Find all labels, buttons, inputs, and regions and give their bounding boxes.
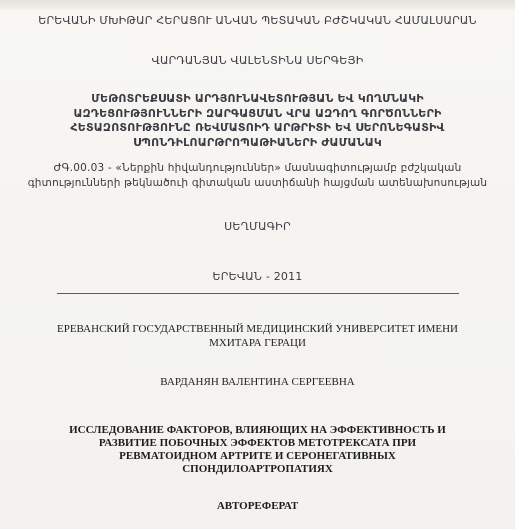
scan-edge: [0, 0, 515, 10]
title-line: СПОНДИЛОАРТРОПАТИЯХ: [182, 463, 333, 475]
armenian-author-name: ՎԱՐԴԱՆՅԱՆ ՎԱԼԵՆՏԻՆԱ ՍԵՐԳԵՅԻ: [151, 54, 364, 67]
armenian-university-name: ԵՐԵՎԱՆԻ ՄԽԻԹԱՐ ՀԵՐԱՑՈՒ ԱՆՎԱՆ ՊԵՏԱԿԱՆ ԲԺՇԿԱԿԱՆ ՀԱՄԱԼՍԱՐԱՆ: [38, 14, 477, 27]
specialty-line: ԺԳ.00.03 - «Ներքին հիվանդություններ» մասնագիտությամբ բժշկական: [53, 162, 462, 174]
title-line: ՀԵՏԱԶՈՏՈՒԹՅՈՒՆԸ ՌԵՎՄԱՏՈԻԴ ԱՐԹՐԻՏԻ ԵՎ ՍԵՐՈՆԵԳԱՏԻՎ: [70, 121, 445, 134]
specialty-line: գիտությունների թեկնածուի գիտական աստիճանի հայցման ատենախոսության: [27, 177, 488, 189]
russian-university-name: [0, 322, 515, 350]
section-divider: [57, 293, 459, 294]
title-line: РЕВМАТОИДНОМ АРТРИТЕ И СЕРОНЕГАТИВНЫХ: [119, 450, 396, 462]
armenian-specialty-statement: [0, 161, 515, 191]
armenian-place-year: ԵՐԵՎԱՆ - 2011: [212, 270, 303, 283]
university-line: МХИТАРА ГЕРАЦИ: [209, 337, 306, 349]
title-line: ԱԶԴԵՑՈՒԹՅՈՒՆՆԵՐԻ ԶԱՐԳԱՑՄԱՆ ՎՐԱ ԱԶԴՈՂ ԳՈՐԾՈՆՆԵՐԻ: [73, 106, 442, 120]
title-line: ՍՊՈՆԴԻԼՈԱՐԹՐՈՊԱԹԻԱՆԵՐԻ ԺԱՄԱՆԱԿ: [133, 135, 382, 149]
title-line: РАЗВИТИЕ ПОБОЧНЫХ ЭФФЕКТОВ МЕТОТРЕКСАТА ПРИ: [98, 437, 417, 449]
title-line: ИССЛЕДОВАНИЕ ФАКТОРОВ, ВЛИЯЮЩИХ НА ЭФФЕКТИВНОСТЬ И: [69, 424, 446, 436]
armenian-document-type: ՍԵՂՄԱԳԻՐ: [224, 220, 291, 233]
russian-document-type: АВТОРЕФЕРАТ: [216, 500, 299, 512]
university-line: ЕРЕВАНСКИЙ ГОСУДАРСТВЕННЫЙ МЕДИЦИНСКИЙ УНИВЕРСИТЕТ ИМЕНИ: [56, 323, 458, 335]
armenian-thesis-title: [0, 92, 515, 150]
russian-thesis-title: [0, 424, 515, 476]
title-line: ՄԵԹՈՏՐԵՔՍԱՏԻ ԱՐԴՅՈՒՆԱՎԵՏՈՒԹՅԱՆ ԵՎ ԿՈՂՄՆԱԿԻ: [91, 92, 424, 105]
russian-author-name: ВАРДАНЯН ВАЛЕНТИНА СЕРГЕЕВНА: [160, 376, 355, 388]
